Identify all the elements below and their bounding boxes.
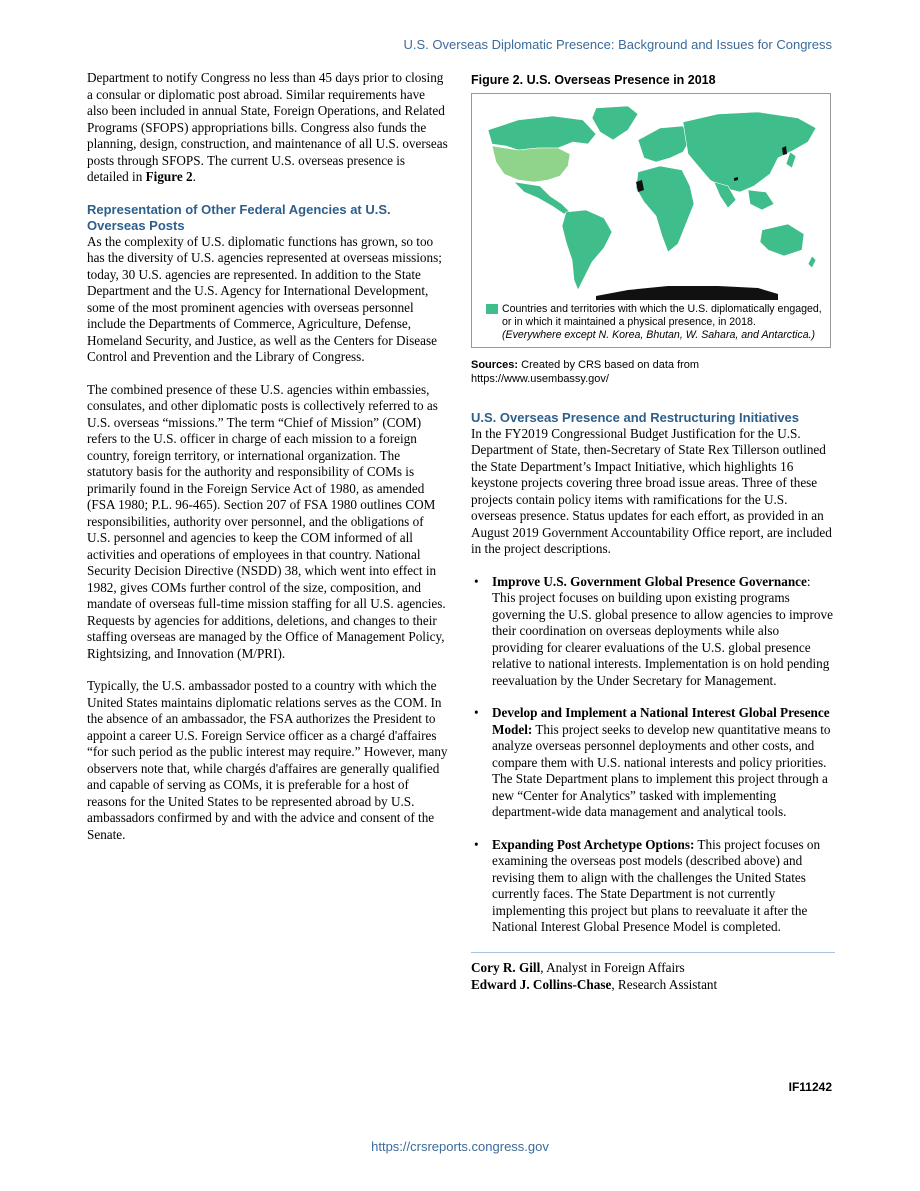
- author-line: [471, 976, 833, 993]
- legend-note: (Everywhere except N. Korea, Bhutan, W. Sahara, and Antarctica.): [502, 328, 816, 341]
- section-heading-restructuring: U.S. Overseas Presence and Restructuring Initiatives: [471, 409, 800, 425]
- map-region-antarctica: [596, 286, 778, 300]
- list-item-text: : This project focuses on building upon existing programs governing the U.S. global presence to allow agencies to improve their coordination on overseas deployments while also providing for clearer evaluations of the U.S. global presence relative to national interests. Implementation is on hold pending reevaluation by the Under Secretary for Management.: [492, 573, 833, 688]
- paragraph-end: .: [192, 169, 196, 184]
- map-region-united-states: [492, 146, 570, 182]
- author-line: [471, 959, 833, 976]
- map-region-south-america: [562, 210, 612, 290]
- paragraph-impact-initiative: In the FY2019 Congressional Budget Justification for the U.S. Department of State, then-Secretary of State Rex Tillerson outlined the State Department’s Impact Initiative, which highlights 16 keystone projects covering three broad issue areas. Three of these projects contain policy items with ramifications for the U.S. overseas presence. Status updates for each effort, as provided in an August 2019 Government Accountability Office report, are included in the project descriptions.: [471, 425, 832, 556]
- map-region-africa: [636, 166, 694, 252]
- world-map: [478, 100, 824, 300]
- map-legend: [486, 303, 826, 342]
- sources-text: Created by CRS based on data from https://www.usembassy.gov/: [471, 358, 700, 385]
- paragraph-ambassador: Typically, the U.S. ambassador posted to a country with which the United States maintains diplomatic relations serves as the COM. In the absence of an ambassador, the FSA authorizes the President to appoint a career U.S. Foreign Service officer as a chargé d'affaires “for such period as the public interest may require.” However, many observers note that, while chargés d'affaires are generally qualified and capable of serving as COMs, it is preferable for a host of reasons for the United States to be represented abroad by U.S. ambassadors confirmed by and with the advice and consent of the Senate.: [87, 678, 448, 842]
- author-divider: [471, 952, 835, 953]
- map-region-japan: [786, 152, 796, 168]
- legend-swatch: [486, 304, 498, 314]
- author-role: , Analyst in Foreign Affairs: [540, 959, 685, 975]
- paragraph-agencies: As the complexity of U.S. diplomatic functions has grown, so too has the diversity of U.S. agencies represented at overseas missions; today, 30 U.S. agencies are represented. In addition to the State Department and the U.S. Agency for International Development, some of the most prominent agencies with overseas personnel include the Departments of Commerce, Agriculture, Defense, Homeland Security, and Justice, as well as the Centers for Disease Control and Prevention and the Library of Congress.: [87, 233, 442, 364]
- figure-title: Figure 2. U.S. Overseas Presence in 2018: [471, 73, 716, 87]
- world-map-figure: [471, 93, 831, 348]
- list-item: [471, 574, 833, 690]
- list-item-title: Develop and Implement a National Interest Global Presence Model:: [492, 705, 830, 737]
- map-region-new-zealand: [808, 256, 816, 268]
- map-region-europe: [638, 126, 690, 162]
- map-region-southeast-asia: [748, 190, 774, 210]
- author-name: Cory R. Gill: [471, 959, 541, 975]
- figure-reference: Figure 2: [145, 169, 193, 184]
- list-item-text: This project seeks to develop new quantitative means to analyze overseas personnel deployments and other costs, and compare them with U.S. national interests and policy priorities. The State Department plans to implement this project through a new “Center for Analytics” tasked with implementing department-wide data management and analytical tools.: [492, 721, 831, 819]
- paragraph-text: Department to notify Congress no less than 45 days prior to closing a consular or diplomatic post abroad. Similar requirements have also been included in annual State, Foreign Operations, and Related Programs (SFOPS) appropriations bills. Congress also funds the planning, design, construction, and maintenance of all U.S. overseas posts through SFOPS. The current U.S. overseas presence is detailed in: [87, 70, 448, 184]
- list-item-text: This project focuses on examining the overseas post models (described above) and revising them to align with the challenges the United States currently faces. The State Department is not currently implementing this project but plans to reevaluate it after the National Interest Global Presence Model is completed.: [492, 836, 821, 934]
- left-column: [87, 70, 449, 859]
- map-region-greenland: [592, 106, 638, 140]
- list-item-title: Improve U.S. Government Global Presence Governance: [492, 573, 807, 589]
- section-heading-other-agencies: Representation of Other Federal Agencies at U.S. Overseas Posts: [87, 201, 391, 233]
- sources-label: Sources:: [471, 358, 519, 371]
- bullet-icon: •: [474, 573, 479, 589]
- author-name: Edward J. Collins-Chase: [471, 976, 612, 992]
- list-item-title: Expanding Post Archetype Options:: [492, 836, 695, 852]
- paragraph-congress-notify: [87, 70, 449, 186]
- right-column: [471, 70, 833, 993]
- map-region-asia: [683, 112, 816, 192]
- figure-sources: [471, 358, 833, 386]
- footer-link[interactable]: https://crsreports.congress.gov: [371, 1139, 549, 1154]
- running-header: U.S. Overseas Diplomatic Presence: Background and Issues for Congress: [403, 37, 832, 52]
- map-region-north-america-north: [488, 116, 596, 150]
- report-code: IF11242: [788, 1080, 832, 1094]
- list-item: [471, 837, 833, 936]
- map-region-central-america: [514, 182, 570, 214]
- list-item: [471, 705, 833, 821]
- bullet-icon: •: [474, 705, 479, 720]
- author-role: , Research Assistant: [611, 976, 718, 992]
- bullet-icon: •: [474, 836, 479, 852]
- paragraph-missions: The combined presence of these U.S. agencies within embassies, consulates, and other diplomatic posts is collectively referred to as U.S. overseas “missions.” The term “Chief of Mission” (COM) refers to the U.S. officer in charge of each mission to a foreign country, foreign territory, or international organization. The statutory basis for the authority and responsibility of COMs is primarily found in the Foreign Service Act of 1980, as amended (FSA 1980; P.L. 96-465). Section 207 of FSA 1980 outlines COM responsibilities, authority over personnel, and the obligations of U.S. personnel and agencies to keep the COM informed of all activities and operations of employees in that country. National Security Decision Directive (NSDD) 38, which went into effect in 1982, gives COMs further control of the size, composition, and mandate of overseas full-time mission staffing for all U.S. agencies. Requests by agencies for additions, deletions, and changes to their staffing overseas are managed by the Office of Management Policy, Rightsizing, and Innovation (M/PRI).: [87, 381, 446, 661]
- project-list: [471, 574, 833, 936]
- legend-text: Countries and territories with which the U.S. diplomatically engaged, or in which it maintained a physical presence, in 2018.: [502, 302, 822, 328]
- map-region-australia: [760, 224, 804, 256]
- author-block: [471, 959, 833, 993]
